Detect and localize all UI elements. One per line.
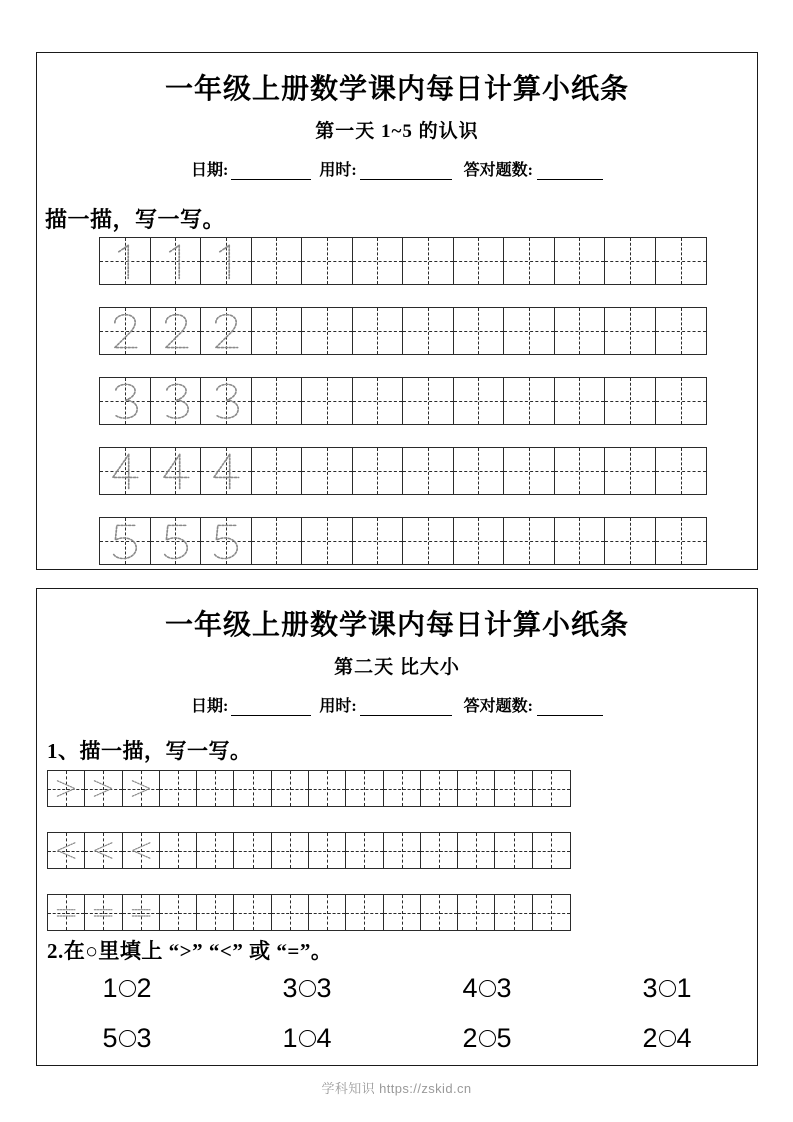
comparison-row xyxy=(37,973,757,1004)
tracing-cell[interactable] xyxy=(234,833,271,868)
comparison-answer-circle[interactable] xyxy=(119,1030,136,1047)
tracing-cell[interactable] xyxy=(85,833,122,868)
tracing-prompt: 描一描，写一写。 xyxy=(45,207,226,232)
tracing-cell[interactable] xyxy=(495,895,532,930)
traced-glyph-5 xyxy=(100,518,150,564)
tracing-cell[interactable] xyxy=(504,378,555,424)
tracing-cell[interactable] xyxy=(421,771,458,806)
tracing-cell[interactable] xyxy=(151,308,202,354)
tracing-cell[interactable] xyxy=(197,895,234,930)
traced-glyph-4 xyxy=(100,448,150,494)
comparison-left-operand: 4 xyxy=(462,973,478,1003)
tracing-cell[interactable] xyxy=(100,378,151,424)
date-blank-field[interactable] xyxy=(231,164,311,180)
date-blank-field[interactable] xyxy=(231,700,311,716)
tracing-cell[interactable] xyxy=(48,771,85,806)
tracing-cell[interactable] xyxy=(201,238,252,284)
tracing-cell[interactable] xyxy=(555,448,606,494)
tracing-cell[interactable] xyxy=(201,378,252,424)
tracing-cell[interactable] xyxy=(504,238,555,284)
tracing-cell[interactable] xyxy=(201,308,252,354)
tracing-cell[interactable] xyxy=(605,308,656,354)
tracing-cell[interactable] xyxy=(123,895,160,930)
comparison-right-operand: 1 xyxy=(676,973,692,1003)
tracing-cell[interactable] xyxy=(533,771,570,806)
tracing-cell[interactable] xyxy=(353,518,404,564)
meta-row xyxy=(37,157,757,180)
traced-glyph-5 xyxy=(201,518,251,564)
tracing-cell[interactable] xyxy=(504,518,555,564)
tracing-cell[interactable] xyxy=(151,518,202,564)
worksheet-subtitle: 第一天 1~5 的认识 xyxy=(315,121,479,142)
traced-glyph-2 xyxy=(151,308,201,354)
tracing-cell[interactable] xyxy=(346,895,383,930)
tracing-cell[interactable] xyxy=(272,833,309,868)
tracing-row[interactable] xyxy=(47,894,571,931)
tracing-row[interactable] xyxy=(99,517,707,565)
tracing-cell[interactable] xyxy=(252,238,303,284)
tracing-cell[interactable] xyxy=(384,833,421,868)
tracing-cell[interactable] xyxy=(458,895,495,930)
tracing-cell[interactable] xyxy=(234,771,271,806)
meta-row xyxy=(37,693,757,716)
correct-count-blank-field[interactable] xyxy=(537,700,603,716)
traced-glyph-3 xyxy=(100,378,150,424)
traced-glyph-> xyxy=(123,771,159,806)
comparison-right-operand: 4 xyxy=(676,1023,692,1053)
tracing-cell[interactable] xyxy=(656,518,707,564)
tracing-cell[interactable] xyxy=(309,771,346,806)
time-blank-field[interactable] xyxy=(360,700,452,716)
comparison-right-operand: 5 xyxy=(496,1023,512,1053)
tracing-cell[interactable] xyxy=(533,833,570,868)
tracing-cell[interactable] xyxy=(454,448,505,494)
tracing-cell[interactable] xyxy=(656,238,707,284)
tracing-cell[interactable] xyxy=(353,448,404,494)
comparison-left-operand: 5 xyxy=(102,1023,118,1053)
tracing-cell[interactable] xyxy=(272,895,309,930)
tracing-cell[interactable] xyxy=(100,238,151,284)
tracing-cell[interactable] xyxy=(605,378,656,424)
tracing-row[interactable] xyxy=(47,832,571,869)
comparison-answer-circle[interactable] xyxy=(659,1030,676,1047)
tracing-cell[interactable] xyxy=(458,833,495,868)
comparison-problem xyxy=(462,973,511,1004)
tracing-cell[interactable] xyxy=(403,238,454,284)
tracing-row[interactable] xyxy=(99,447,707,495)
traced-glyph-3 xyxy=(201,378,251,424)
tracing-cell[interactable] xyxy=(252,448,303,494)
worksheet-day-two xyxy=(36,588,758,1066)
comparison-answer-circle[interactable] xyxy=(479,1030,496,1047)
tracing-cell[interactable] xyxy=(302,238,353,284)
tracing-cell[interactable] xyxy=(454,308,505,354)
tracing-cell[interactable] xyxy=(272,771,309,806)
tracing-cell[interactable] xyxy=(234,895,271,930)
comparison-right-operand: 3 xyxy=(136,1023,152,1053)
tracing-cell[interactable] xyxy=(309,895,346,930)
footer-watermark: 学科知识 https://zskid.cn xyxy=(321,1081,472,1096)
comparison-left-operand: 1 xyxy=(102,973,118,1003)
comparison-left-operand: 1 xyxy=(282,1023,298,1053)
tracing-cell[interactable] xyxy=(495,833,532,868)
tracing-cell[interactable] xyxy=(85,895,122,930)
tracing-cell[interactable] xyxy=(252,518,303,564)
tracing-cell[interactable] xyxy=(252,378,303,424)
traced-glyph-< xyxy=(85,833,121,868)
comparison-right-operand: 4 xyxy=(316,1023,332,1053)
tracing-cell[interactable] xyxy=(605,238,656,284)
tracing-cell[interactable] xyxy=(160,833,197,868)
tracing-cell[interactable] xyxy=(197,833,234,868)
tracing-cell[interactable] xyxy=(346,771,383,806)
traced-glyph-= xyxy=(123,895,159,930)
tracing-row[interactable] xyxy=(99,237,707,285)
comparison-row xyxy=(37,1023,757,1054)
tracing-cell[interactable] xyxy=(454,378,505,424)
tracing-cell[interactable] xyxy=(123,771,160,806)
tracing-cell[interactable] xyxy=(454,238,505,284)
comparison-problem xyxy=(642,1023,691,1054)
tracing-cell[interactable] xyxy=(403,448,454,494)
tracing-cell[interactable] xyxy=(160,771,197,806)
traced-glyph-4 xyxy=(151,448,201,494)
tracing-cell[interactable] xyxy=(197,771,234,806)
tracing-cell[interactable] xyxy=(100,518,151,564)
comparison-answer-circle[interactable] xyxy=(479,980,496,997)
tracing-cell[interactable] xyxy=(302,448,353,494)
tracing-cell[interactable] xyxy=(403,518,454,564)
traced-glyph-4 xyxy=(201,448,251,494)
tracing-cell[interactable] xyxy=(201,448,252,494)
tracing-cell[interactable] xyxy=(504,308,555,354)
tracing-cell[interactable] xyxy=(403,308,454,354)
comparison-answer-circle[interactable] xyxy=(299,980,316,997)
tracing-cell[interactable] xyxy=(454,518,505,564)
comparison-right-operand: 3 xyxy=(316,973,332,1003)
tracing-cell[interactable] xyxy=(302,378,353,424)
traced-glyph-> xyxy=(85,771,121,806)
comparison-problem xyxy=(642,973,691,1004)
fill-circle-prompt: 2.在○里填上 “>” “<” 或 “=”。 xyxy=(47,939,333,963)
tracing-cell[interactable] xyxy=(151,448,202,494)
worksheet-title: 一年级上册数学课内每日计算小纸条 xyxy=(164,610,629,641)
correct-count-label: 答对题数: xyxy=(463,698,534,715)
worksheet-day-one xyxy=(36,52,758,570)
tracing-cell[interactable] xyxy=(309,833,346,868)
comparison-left-operand: 2 xyxy=(642,1023,658,1053)
tracing-cell[interactable] xyxy=(353,308,404,354)
tracing-cell[interactable] xyxy=(100,448,151,494)
traced-glyph-< xyxy=(48,833,84,868)
tracing-cell[interactable] xyxy=(403,378,454,424)
tracing-cell[interactable] xyxy=(123,833,160,868)
tracing-cell[interactable] xyxy=(353,378,404,424)
comparison-answer-circle[interactable] xyxy=(659,980,676,997)
date-label: 日期: xyxy=(190,162,229,179)
tracing-row[interactable] xyxy=(47,770,571,807)
traced-glyph-3 xyxy=(151,378,201,424)
tracing-cell[interactable] xyxy=(252,308,303,354)
comparison-problem xyxy=(282,973,331,1004)
tracing-cell[interactable] xyxy=(151,378,202,424)
tracing-cell[interactable] xyxy=(384,895,421,930)
comparison-problem xyxy=(282,1023,331,1054)
worksheet-subtitle: 第二天 比大小 xyxy=(334,657,460,678)
traced-glyph-> xyxy=(48,771,84,806)
comparison-problem xyxy=(102,973,151,1004)
tracing-cell[interactable] xyxy=(555,238,606,284)
tracing-cell[interactable] xyxy=(384,771,421,806)
tracing-cell[interactable] xyxy=(85,771,122,806)
comparison-problem xyxy=(462,1023,511,1054)
tracing-cell[interactable] xyxy=(151,238,202,284)
tracing-cell[interactable] xyxy=(48,895,85,930)
comparison-left-operand: 2 xyxy=(462,1023,478,1053)
tracing-row[interactable] xyxy=(99,307,707,355)
tracing-row[interactable] xyxy=(99,377,707,425)
correct-count-blank-field[interactable] xyxy=(537,164,603,180)
tracing-cell[interactable] xyxy=(353,238,404,284)
tracing-cell[interactable] xyxy=(421,895,458,930)
traced-glyph-2 xyxy=(201,308,251,354)
comparison-left-operand: 3 xyxy=(642,973,658,1003)
tracing-cell[interactable] xyxy=(656,308,707,354)
tracing-cell[interactable] xyxy=(48,833,85,868)
tracing-cell[interactable] xyxy=(421,833,458,868)
time-blank-field[interactable] xyxy=(360,164,452,180)
traced-glyph-5 xyxy=(151,518,201,564)
comparison-right-operand: 3 xyxy=(496,973,512,1003)
worksheet-title: 一年级上册数学课内每日计算小纸条 xyxy=(164,74,629,105)
traced-glyph-1 xyxy=(100,238,150,284)
traced-glyph-< xyxy=(123,833,159,868)
tracing-cell[interactable] xyxy=(160,895,197,930)
tracing-cell[interactable] xyxy=(605,518,656,564)
tracing-cell[interactable] xyxy=(533,895,570,930)
tracing-cell[interactable] xyxy=(656,378,707,424)
comparison-answer-circle[interactable] xyxy=(119,980,136,997)
tracing-cell[interactable] xyxy=(495,771,532,806)
tracing-cell[interactable] xyxy=(504,448,555,494)
tracing-cell[interactable] xyxy=(302,518,353,564)
tracing-cell[interactable] xyxy=(605,448,656,494)
correct-count-label: 答对题数: xyxy=(463,162,534,179)
traced-glyph-= xyxy=(48,895,84,930)
date-label: 日期: xyxy=(190,698,229,715)
tracing-cell[interactable] xyxy=(302,308,353,354)
time-label: 用时: xyxy=(319,162,357,179)
tracing-cell[interactable] xyxy=(555,518,606,564)
tracing-cell[interactable] xyxy=(555,308,606,354)
tracing-cell[interactable] xyxy=(656,448,707,494)
tracing-cell[interactable] xyxy=(100,308,151,354)
time-label: 用时: xyxy=(319,698,357,715)
tracing-prompt: 1、描一描，写一写。 xyxy=(47,739,252,763)
traced-glyph-= xyxy=(85,895,121,930)
comparison-problem xyxy=(102,1023,151,1054)
traced-glyph-2 xyxy=(100,308,150,354)
traced-glyph-1 xyxy=(151,238,201,284)
comparison-answer-circle[interactable] xyxy=(299,1030,316,1047)
comparison-right-operand: 2 xyxy=(136,973,152,1003)
traced-glyph-1 xyxy=(201,238,251,284)
tracing-cell[interactable] xyxy=(555,378,606,424)
comparison-left-operand: 3 xyxy=(282,973,298,1003)
tracing-cell[interactable] xyxy=(201,518,252,564)
tracing-cell[interactable] xyxy=(346,833,383,868)
tracing-cell[interactable] xyxy=(458,771,495,806)
